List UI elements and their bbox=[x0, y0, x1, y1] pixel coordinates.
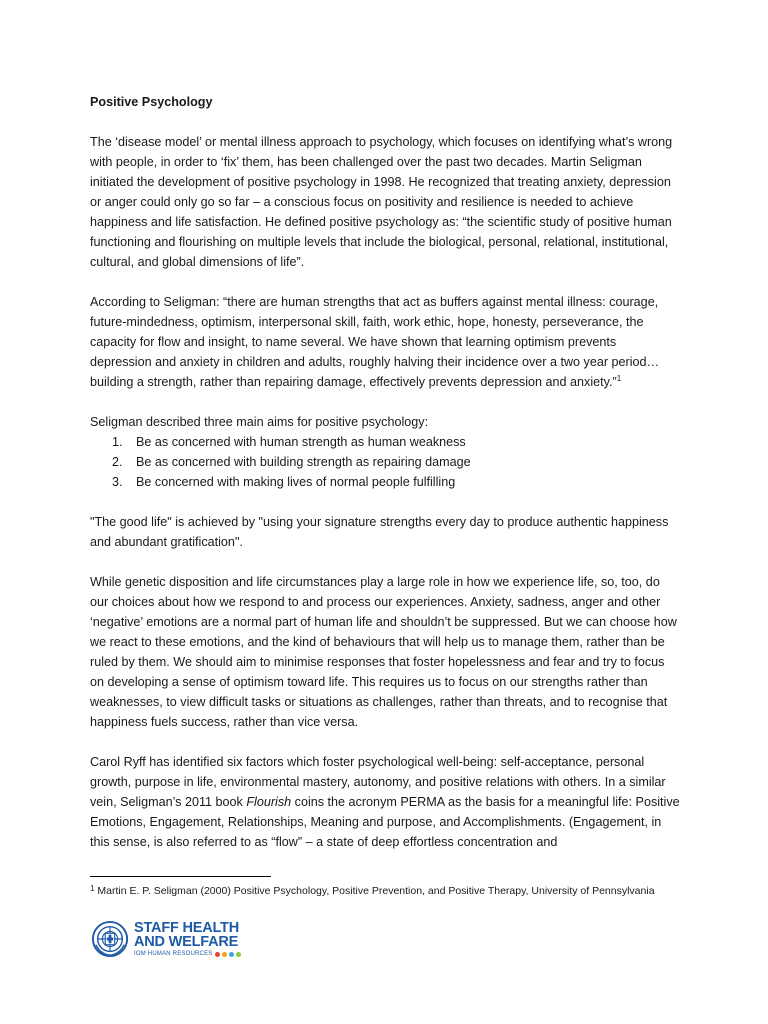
book-title: Flourish bbox=[246, 795, 292, 809]
list-item bbox=[90, 452, 680, 472]
paragraph-seligman-quote bbox=[90, 292, 680, 392]
paragraph-text: Carol Ryff has identified six factors which foster psychological well-being: self-acceptance, personal growth, purpose in life, environmental mastery, autonomy, and positive relations with others. In a similar vein, Seligman’s 2011 book bbox=[90, 755, 666, 809]
list-number: 1. bbox=[112, 435, 123, 449]
footnote-ref: 1 bbox=[616, 374, 622, 383]
dot-icon bbox=[215, 952, 220, 957]
paragraph-emotions: While genetic disposition and life circumstances play a large role in how we experience life, so, too, do our choices about how we respond to and process our experiences. Anxiety, sadness, anger and other ‘negative’ emotions are a normal part of human life and shouldn’t be suppressed. But we can choose how we react to these emotions, and the kind of behaviours that will help us to manage them, rather than be ruled by them. We should aim to minimise responses that foster hopelessness and fear and try to focus on developing a sense of optimism toward life. This requires us to focus on our strengths rather than weaknesses, to view difficult tasks or situations as challenges, rather than threats, and to recognise that happiness fuels success, rather than vice versa. bbox=[90, 575, 677, 729]
page-title: Positive Psychology bbox=[90, 95, 213, 109]
list-text: Be as concerned with human strength as human weakness bbox=[136, 435, 466, 449]
logo-line-1: STAFF HEALTH bbox=[134, 919, 239, 936]
list-intro: Seligman described three main aims for positive psychology: bbox=[90, 415, 429, 429]
dot-icon bbox=[236, 952, 241, 957]
footnote-text: Martin E. P. Seligman (2000) Positive Psychology, Positive Prevention, and Positive Therapy, University of Pennsylvania bbox=[94, 885, 655, 897]
list-item bbox=[90, 472, 680, 492]
paragraph-good-life: "The good life" is achieved by "using your signature strengths every day to produce authentic happiness and abundant gratification". bbox=[90, 515, 669, 549]
logo-line-2: AND WELFARE bbox=[134, 933, 239, 950]
footnote bbox=[90, 884, 670, 899]
logo-text bbox=[134, 921, 243, 958]
list-item bbox=[90, 432, 680, 452]
list-number: 2. bbox=[112, 455, 123, 469]
quote-text: According to Seligman: “there are human strengths that act as buffers against mental illness: courage, future-mindedness, optimism, interpersonal skill, faith, work ethic, hope, honesty, perseverance, the capacity for flow and insight, to name several. We have shown that learning optimism prevents depression and anxiety in children and adults, roughly halving their incidence over a two year period… building a strength, rather than repairing damage, effectively prevents depression and anxiety.” bbox=[90, 295, 660, 389]
logo-line-3: IOM HUMAN RESOURCES bbox=[134, 950, 213, 957]
footnote-number: 1 bbox=[90, 884, 95, 893]
aims-list bbox=[90, 432, 680, 492]
list-text: Be concerned with making lives of normal people fulfilling bbox=[136, 475, 456, 489]
staff-health-logo bbox=[91, 918, 261, 960]
list-number: 3. bbox=[112, 475, 123, 489]
footnote-divider bbox=[90, 876, 271, 877]
dot-icon bbox=[222, 952, 227, 957]
paragraph-ryff-perma bbox=[90, 752, 680, 852]
paragraph-intro: The ‘disease model’ or mental illness approach to psychology, which focuses on identifying what’s wrong with people, in order to ‘fix’ them, has been challenged over the past two decades. Martin Seligman initiated the development of positive psychology in 1998. He recognized that treating anxiety, depression or anger could only go so far – a conscious focus on positivity and resilience is needed to achieve happiness and life satisfaction. He defined positive psychology as: “the scientific study of positive human functioning and flourishing on multiple levels that include the biological, personal, relational, institutional, cultural, and global dimensions of life”. bbox=[90, 135, 673, 269]
un-emblem-icon bbox=[91, 920, 129, 958]
logo-subline bbox=[134, 951, 243, 958]
list-text: Be as concerned with building strength as repairing damage bbox=[136, 455, 471, 469]
dot-icon bbox=[229, 952, 234, 957]
document-body bbox=[90, 92, 680, 872]
color-dots bbox=[215, 952, 243, 957]
paragraph-text: coins the acronym PERMA as the basis for a meaningful life: Positive Emotions, Engagement, Relationships, Meaning and purpose, and Accomplishments. (Engagement, in this sense, is also referred to as “flow” – a state of deep effortless concentration and bbox=[90, 795, 680, 849]
